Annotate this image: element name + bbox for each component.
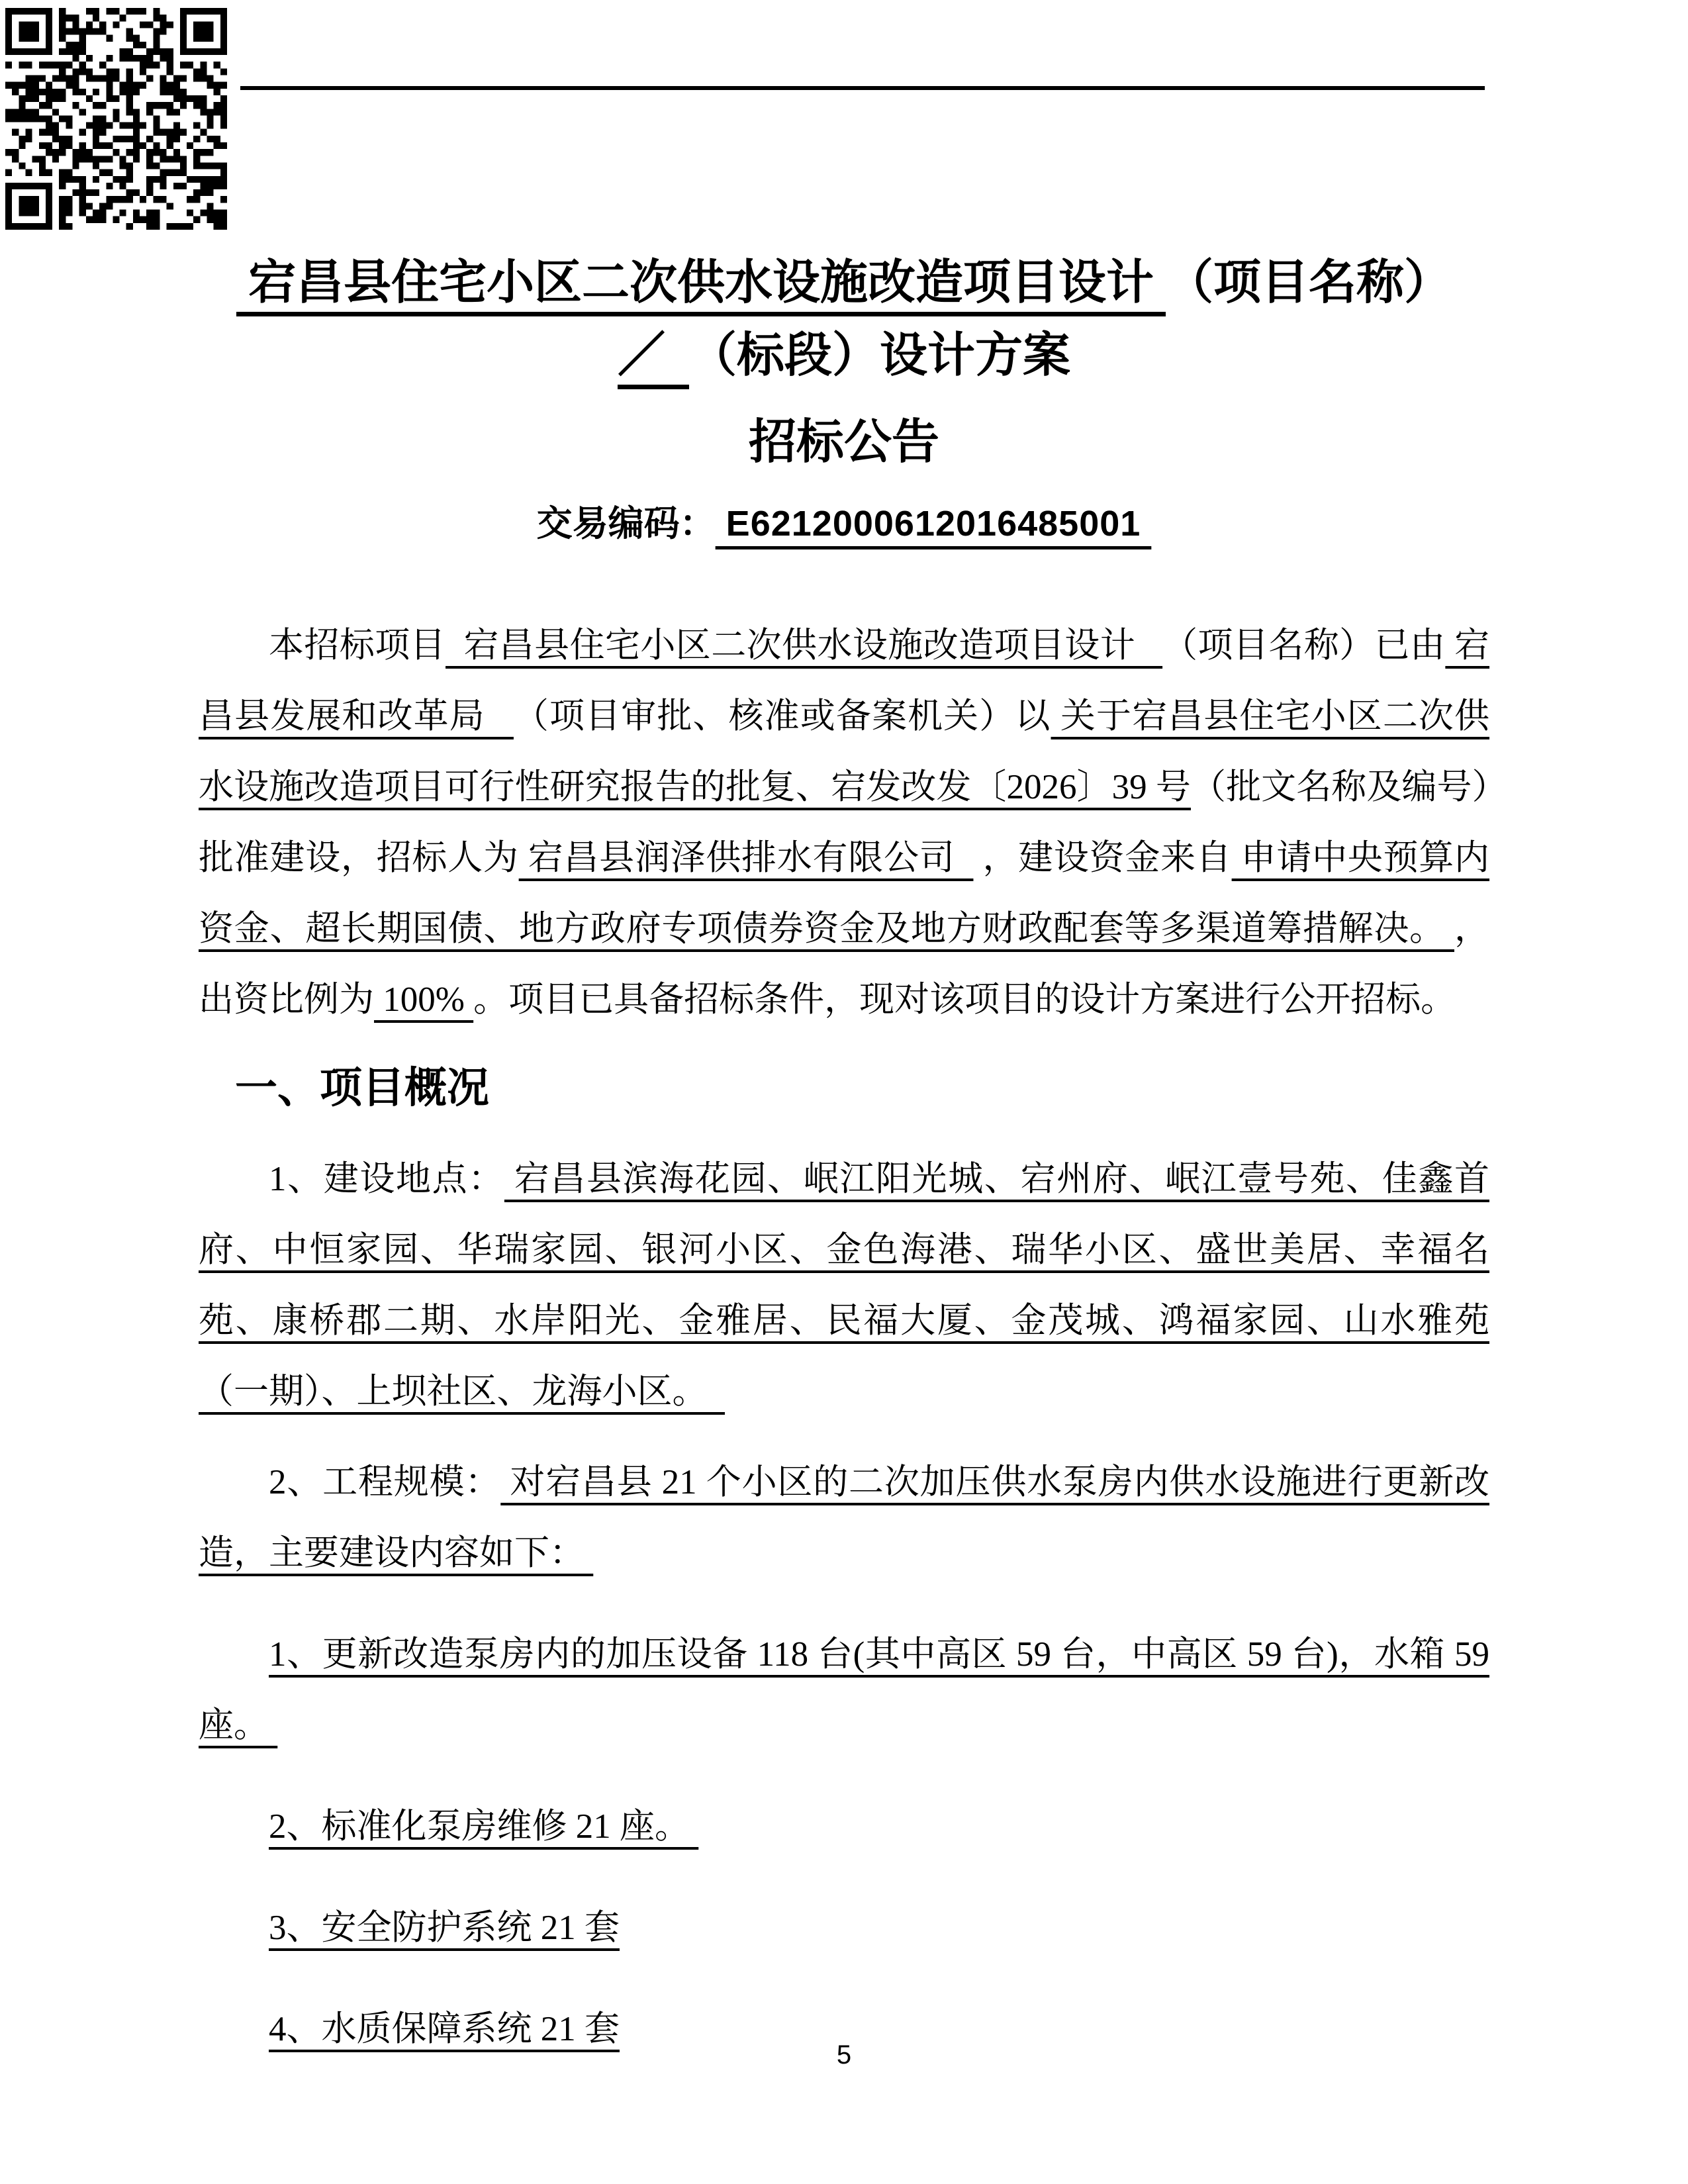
plain-text: （标段）设计方案 bbox=[689, 329, 1071, 382]
underlined-text: 对宕昌县 21 个小区的二次加压供水泵房内供水设施进行更新改造，主要建设内容如下： bbox=[199, 1463, 1489, 1572]
underlined-text: 宕昌县滨海花园、岷江阳光城、宕州府、岷江壹号苑、佳鑫首府、中恒家园、华瑞家园、银河小区、金色海港、瑞华小区、盛世美居、幸福名苑、康桥郡二期、水岸阳光、金雅居、民福大厦、金茂城、鸿福家园、山水雅苑（一期）、上坝社区、龙海小区。 bbox=[199, 1160, 1489, 1411]
plain-text: 。项目已具备招标条件，现对该项目的设计方案进行公开招标。 bbox=[473, 980, 1456, 1019]
underlined-text: 2、标准化泵房维修 21 座。 bbox=[269, 1807, 699, 1846]
project-scale-paragraph bbox=[199, 1447, 1489, 1589]
build-item-1-pressure-equipment bbox=[199, 1619, 1489, 1761]
underlined-text: ／ bbox=[617, 329, 689, 382]
qr-code-icon bbox=[5, 8, 227, 230]
plain-text: 本招标项目 bbox=[269, 626, 446, 665]
underlined-text: 100% bbox=[374, 980, 474, 1019]
document-title-line1 bbox=[199, 246, 1489, 319]
underlined-text: 宕昌县住宅小区二次供水设施改造项目设计 bbox=[445, 626, 1163, 665]
announcement-type-title: 招标公告 bbox=[748, 416, 939, 469]
underlined-text: 宕昌县住宅小区二次供水设施改造项目设计 bbox=[236, 256, 1166, 309]
plain-text: ，出资比例为 bbox=[199, 910, 1489, 1019]
plain-text: （批文名称及编号）批准建设，招标人为 bbox=[199, 768, 1490, 877]
underlined-text: 申请中央预算内资金、超长期国债、地方政府专项债券资金及地方财政配套等多渠道筹措解决。 bbox=[199, 839, 1490, 948]
underlined-text: 宕昌县发展和改革局 bbox=[199, 626, 1490, 736]
build-item-2-pump-room-repair bbox=[199, 1791, 1489, 1862]
plain-text: 2、工程规模： bbox=[269, 1463, 501, 1501]
underlined-text: 关于宕昌县住宅小区二次供水设施改造项目可行性研究报告的批复、宕发改发〔2026〕39 号 bbox=[199, 697, 1490, 806]
plain-text: ，建设资金来自 bbox=[973, 839, 1232, 877]
section-heading-project-overview: 一、项目概况 bbox=[235, 1065, 489, 1112]
plain-text: （项目名称） bbox=[1166, 256, 1452, 309]
page-number: 5 bbox=[836, 2040, 852, 2069]
qr-finder-top-right bbox=[180, 8, 227, 55]
transaction-code-value: E6212000612016485001 bbox=[715, 504, 1152, 544]
transaction-code-line bbox=[199, 495, 1489, 552]
underlined-text: 1、更新改造泵房内的加压设备 118 台(其中高区 59 台，中高区 59 台)，水箱 59 座。 bbox=[199, 1635, 1489, 1744]
document-content bbox=[199, 246, 1489, 2065]
qr-finder-top-left bbox=[5, 8, 52, 55]
qr-finder-bottom-left bbox=[5, 183, 52, 230]
plain-text: 1、建设地点： bbox=[269, 1160, 504, 1198]
construction-location-paragraph bbox=[199, 1144, 1489, 1427]
document-title-line2 bbox=[199, 319, 1489, 392]
build-item-3-safety-protection-system bbox=[199, 1893, 1489, 1964]
transaction-code-label: 交易编码： bbox=[536, 504, 716, 544]
intro-paragraph bbox=[199, 610, 1489, 1035]
underlined-text: 4、水质保障系统 21 套 bbox=[269, 2010, 620, 2048]
header-rule bbox=[240, 86, 1485, 90]
plain-text: （项目名称）已由 bbox=[1162, 626, 1446, 665]
underlined-text: 宕昌县润泽供排水有限公司 bbox=[518, 839, 974, 877]
plain-text: （项目审批、核准或备案机关）以 bbox=[513, 697, 1051, 736]
underlined-text: 3、安全防护系统 21 套 bbox=[269, 1909, 620, 1947]
